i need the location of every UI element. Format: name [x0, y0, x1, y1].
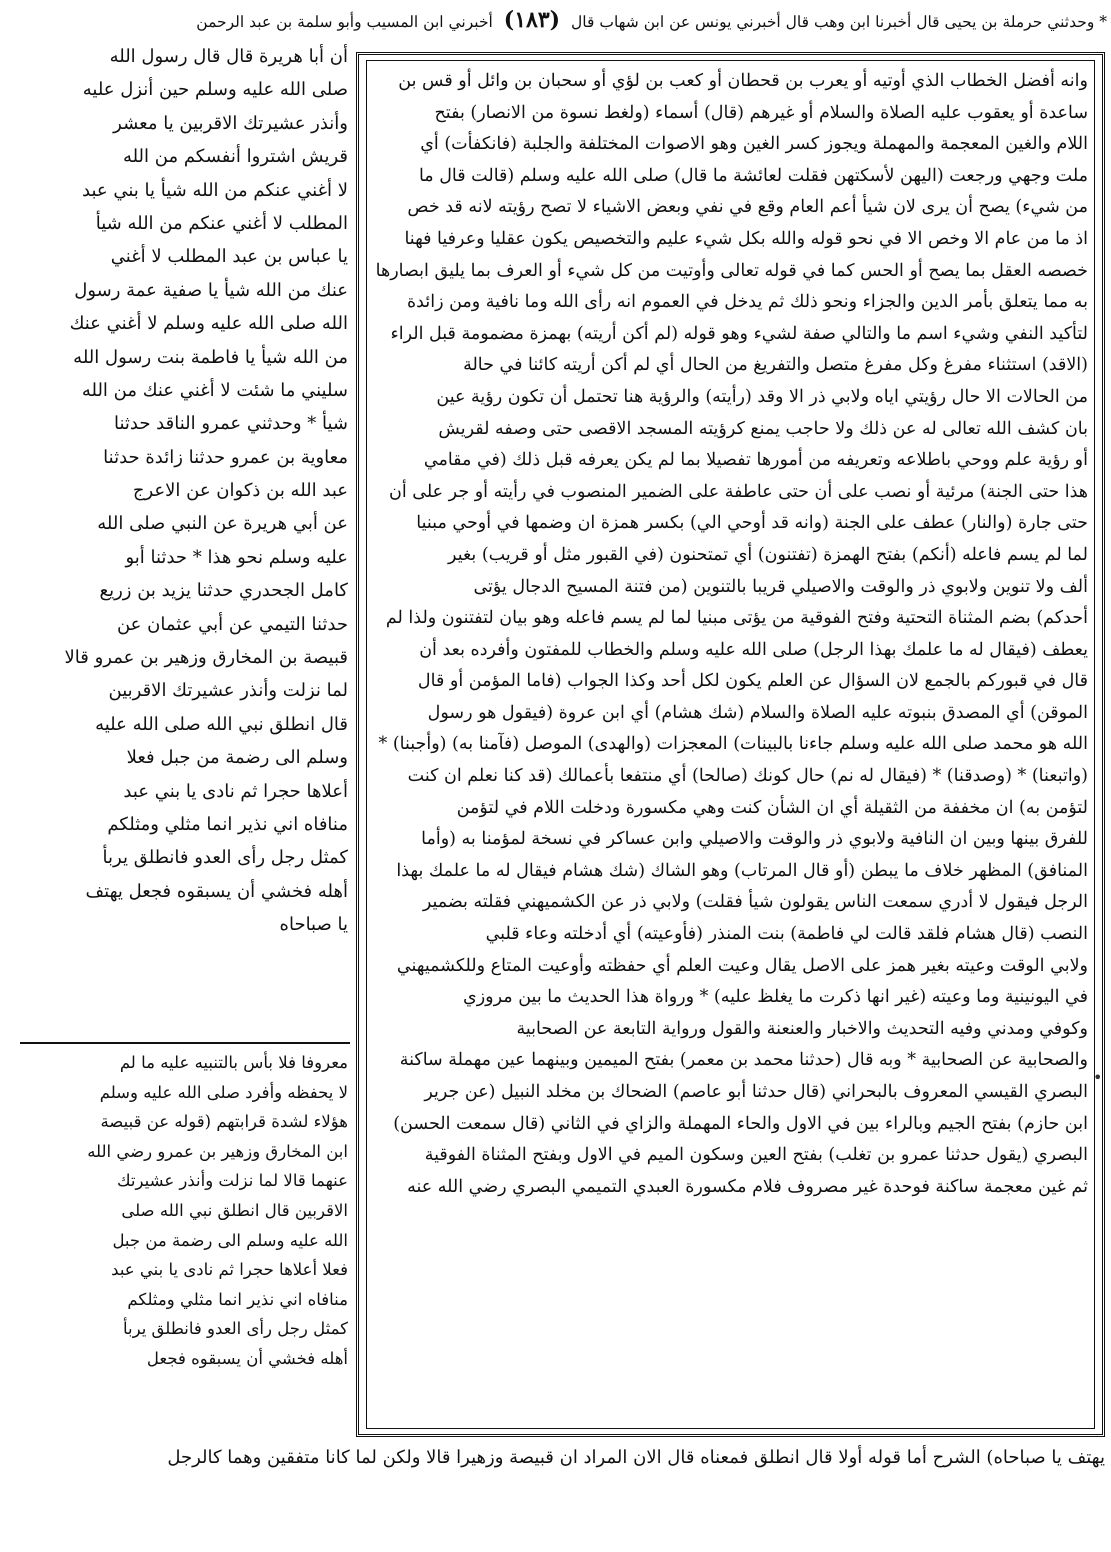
- page-footer-line: يهتف يا صباحاه) الشرح أما قوله أولا قال انطلق فمعناه قال الان المراد ان قبيصة وزهيرا قالا ولكن لما كانا متفقين وهما كالرجل: [167, 1447, 1105, 1468]
- commentary-line: الله هو محمد صلى الله عليه وسلم جاءنا بالبينات) المعجزات (والهدى) الموصل (فآمنا به) (وأجبنا) *: [378, 734, 1088, 755]
- commentary-line: الموقن) أي المصدق بنبوته عليه الصلاة والسلام (شك هشام) أي ابن عروة (فيقول هو رسول: [427, 702, 1088, 723]
- commentary-line: حتى جارة (والنار) عطف على الجنة (وانه قد أوحي الي) بكسر همزة ان وضمها في أوحي مبنيا: [416, 513, 1088, 534]
- commentary-line: البصري القيسي المعروف بالبحراني (قال حدثنا أبو عاصم) الضحاك بن مخلد النبيل (عن جرير: [424, 1082, 1088, 1102]
- hadith-line: وأنذر عشيرتك الاقربين يا معشر: [113, 112, 348, 134]
- commentary-line: النصب (قال هشام فلقد قالت لي فاطمة) بنت المنذر (فأوعيته) أي أدخلته وعاء قلبي: [485, 924, 1088, 945]
- hadith-line: عليه وسلم نحو هذا * حدثنا أبو: [125, 546, 348, 568]
- nawawi-line: الله عليه وسلم الى رضمة من جبل: [112, 1230, 348, 1250]
- nawawi-line: عنهما قالا لما نزلت وأنذر عشيرتك: [117, 1171, 348, 1191]
- hadith-line: سليني ما شئت لا أغني عنك من الله: [81, 379, 348, 401]
- hadith-line: لا أغني عنكم من الله شيأ يا بني عبد: [82, 179, 348, 201]
- header-text-end: أخبرني ابن المسيب وأبو سلمة بن عبد الرحمن: [196, 13, 493, 31]
- header-text-start: * وحدثني حرملة بن يحيى قال أخبرنا ابن وهب قال أخبرني يونس عن ابن شهاب قال: [571, 13, 1107, 31]
- hadith-line: معاوية بن عمرو حدثنا زائدة حدثنا: [103, 446, 348, 468]
- nawawi-line: لا يحفظه وأفرد صلى الله عليه وسلم: [99, 1082, 348, 1102]
- commentary-line: به مما يتعلق بأمر الدين والجزاء ونحو ذلك ثم يدخل في العموم انه رأى الله وما نافية ومن زائدة: [406, 292, 1088, 313]
- hadith-line: المطلب لا أغني عنكم من الله شيأ: [95, 212, 348, 234]
- margin-mark: •: [1093, 1068, 1103, 1087]
- hadith-line: كمثل رجل رأى العدو فانطلق يربأ: [102, 847, 348, 869]
- commentary-line: بان كشف الله تعالى له عن ذلك ولا حاجب يمنع كرؤيته المسجد الاقصى حتى وصفه لقريش: [438, 418, 1088, 439]
- nawawi-line: ابن المخارق وزهير بن عمرو رضي الله: [87, 1141, 348, 1161]
- hadith-line: شيأ * وحدثني عمرو الناقد حدثنا: [113, 413, 348, 435]
- commentary-line: أحدكم) بضم المثناة التحتية وفتح الفوقية من يؤتى مبنيا لما لم يسم فاعله وهو بيان لتفتنون ولذا لم: [385, 608, 1088, 629]
- hadith-line: قال انطلق نبي الله صلى الله عليه: [95, 713, 348, 735]
- commentary-line: ساعدة أو يعقوب عليه الصلاة والسلام أو غيرهم (قال) أسماء (ولغط نسوة من الانصار) بفتح: [434, 102, 1088, 123]
- nawawi-line: الاقربين قال انطلق نبي الله صلى: [121, 1200, 348, 1220]
- commentary-column: [374, 66, 1088, 1426]
- commentary-line: من شيء) يصح أن يرى لان شيأ أعم العام وقع في نفي وبعض الاشياء لا تصح رؤيته لانه قد خص: [407, 197, 1088, 218]
- commentary-line: لتؤمن به) ان مخففة من الثقيلة أي ان الشأن كنت وهي مكسورة ودخلت اللام في لتؤمن: [456, 797, 1088, 818]
- commentary-line: ثم غين معجمة ساكنة فوحدة غير مصروف فلام مكسورة العبدي التميمي البصري رضي الله عنه: [407, 1176, 1088, 1197]
- commentary-line: اللام والغين المعجمة والمهملة ويجوز كسر الغين وهو الاصوات المختلفة والجلبة (فانكفأت) أي: [420, 134, 1088, 155]
- hadith-line: أعلاها حجرا ثم نادى يا بني عبد: [123, 780, 348, 802]
- hadith-line: عن أبي هريرة عن النبي صلى الله: [97, 513, 348, 535]
- hadith-line: يا صباحاه: [279, 914, 348, 936]
- hadith-line: من الله شيأ يا فاطمة بنت رسول الله: [73, 346, 348, 368]
- commentary-line: اذ ما من عام الا وخص الا في نحو قوله والله بكل شيء عليم والتخصيص يكون عقليا وعرفيا فهنا: [404, 228, 1088, 249]
- commentary-line: من الحالات الا حال رؤيتي اياه ولابي ذر الا وقد (رأيته) والرؤية هنا تحتمل أن تكون رؤية عين: [436, 386, 1088, 407]
- commentary-line: ألف ولا تنوين ولابوي ذر والوقت والاصيلي قريبا بالتنوين (من فتنة المسيح الدجال يؤتى: [473, 576, 1088, 597]
- commentary-line: وانه أفضل الخطاب الذي أوتيه أو يعرب بن قحطان أو كعب بن لؤي أو سحبان بن وائل أو قس بن: [398, 71, 1088, 91]
- hadith-line: الله صلى الله عليه وسلم لا أغني عنك: [69, 313, 348, 335]
- commentary-line: المنافق) المظهر خلاف ما يبطن (أو قال المرتاب) وهو الشاك (شك هشام فيقال له ما علمك بهذا: [396, 860, 1088, 881]
- nawawi-line: معروفا فلا بأس بالتنبيه عليه ما لم: [119, 1053, 348, 1072]
- commentary-line: لما لم يسم فاعله (أنكم) بفتح الهمزة (تفتنون) أي تمتحنون (في القبور مثل أو قريب) بغير: [448, 544, 1088, 565]
- nawawi-line: هؤلاء لشدة قرابتهم (قوله عن قبيصة: [100, 1112, 348, 1132]
- nawawi-commentary-column: [20, 1048, 348, 1433]
- hadith-line: أن أبا هريرة قال قال رسول الله: [109, 46, 348, 67]
- hadith-line: عبد الله بن ذكوان عن الاعرج: [132, 480, 348, 502]
- nawawi-line: منافاه اني نذير انما مثلي ومثلكم: [127, 1289, 348, 1309]
- column-divider: [20, 1042, 350, 1044]
- commentary-line: قال في قبوركم بالجمع لان السؤال عن العلم يكون لكل أحد وكذا الجواب (فاما المؤمن أو قال: [417, 671, 1088, 692]
- commentary-line: في اليونينية وما وعيته (غير انها ذكرت ما يغلظ عليه) * ورواة هذا الحديث ما بين مروزي: [463, 987, 1088, 1008]
- nawawi-line: كمثل رجل رأى العدو فانطلق يربأ: [122, 1319, 348, 1339]
- commentary-line: أو رؤية علم ووحي باطلاعه وتعريفه من أمورها تفصيلا بما لم يكن يعرفه قبل ذلك (في مقامي: [423, 450, 1088, 471]
- nawawi-line: أهله فخشي أن يسبقوه فجعل: [146, 1348, 348, 1368]
- commentary-line: (واتبعنا) * (وصدقنا) * (فيقال له نم) حال كونك (صالحا) أي منتفعا بأعمالك (قد كنا نعلم ان كنت: [407, 766, 1088, 787]
- hadith-line: وسلم الى رضمة من جبل فعلا: [126, 747, 348, 769]
- hadith-line: أهله فخشي أن يسبقوه فجعل يهتف: [85, 880, 348, 902]
- commentary-line: ملت وجهي ورجعت (اليهن لأسكتهن فقلت لعائشة ما قال) صلى الله عليه وسلم (قالت قال ما: [418, 165, 1088, 186]
- hadith-line: عنك من الله شيأ يا صفية عمة رسول: [74, 279, 348, 301]
- hadith-line: صلى الله عليه وسلم حين أنزل عليه: [82, 79, 348, 101]
- commentary-line: والصحابية عن الصحابية * وبه قال (حدثنا محمد بن معمر) بفتح الميمين وبينهما عين مهملة ساكنة: [399, 1050, 1088, 1071]
- commentary-line: للفرق بينها وبين ان النافية ولابوي ذر والوقت والاصيلي وابن عساكر في نسخة لمؤمنا به (وأما: [421, 829, 1088, 850]
- hadith-line: قريش اشتروا أنفسكم من الله: [122, 146, 348, 168]
- hadith-line: لما نزلت وأنذر عشيرتك الاقربين: [108, 680, 348, 702]
- nawawi-line: فعلا أعلاها حجرا ثم نادى يا بني عبد: [111, 1260, 348, 1280]
- commentary-line: البصري (يقول حدثنا عمرو بن تغلب) بفتح العين وسكون الميم في الاول وبفتح المثناة الفوقية: [424, 1145, 1088, 1166]
- commentary-line: الرجل فيقول لا أدري سمعت الناس يقولون شيأ فقلت) ولابي ذر عن الكشميهني فقلته بضمير: [422, 892, 1088, 913]
- commentary-line: هذا حتى الجنة) مرئية أو نصب على أن حتى عاطفة على الضمير المنصوب في رأيته أو جر على أن: [389, 481, 1088, 502]
- commentary-line: لتأكيد النفي وشيء اسم ما والتالي صفة لشيء وهو قوله (لم أكن أريته) بهمزة مضمومة قبل الراء: [390, 323, 1088, 344]
- hadith-line: كامل الجحدري حدثنا يزيد بن زريع: [99, 580, 348, 602]
- page-number: (١٨٣): [503, 7, 561, 33]
- commentary-line: خصصه العقل بما يصح أو الحس كما في قوله تعالى وأوتيت من كل شيء أو العرف بما يليق ابصارها: [375, 260, 1088, 281]
- commentary-line: (الاقد) استثناء مفرغ وكل مفرغ متصل والتفريغ من الحال أي لم أكن أريته كائنا في حالة: [463, 355, 1088, 376]
- hadith-line: قبيصة بن المخارق وزهير بن عمرو قالا: [64, 647, 348, 669]
- commentary-line: يعطف (فيقال له ما علمك بهذا الرجل) صلى الله عليه وسلم والخطاب للمفتون وأفرده بعد أن: [419, 639, 1088, 660]
- commentary-line: ابن حازم) بفتح الجيم وبالراء بين في الاول والحاء المهملة والزاي في الثاني (قال سمعت الحسن): [393, 1113, 1088, 1134]
- commentary-line: ولابي الوقت وعيته بغير همز على الاصل يقال وعيت العلم أي حفظته وأوعيت المتاع وللكشميهني: [396, 955, 1088, 976]
- hadith-text-column: [20, 40, 348, 1040]
- hadith-line: حدثنا التيمي عن أبي عثمان عن: [116, 613, 348, 635]
- commentary-line: وكوفي ومدني وفيه التحديث والاخبار والعنعنة والقول ورواية التابعة عن الصحابية: [516, 1018, 1088, 1039]
- hadith-line: منافاه اني نذير انما مثلي ومثلكم: [107, 813, 348, 835]
- hadith-line: يا عباس بن عبد المطلب لا أغني: [110, 246, 348, 268]
